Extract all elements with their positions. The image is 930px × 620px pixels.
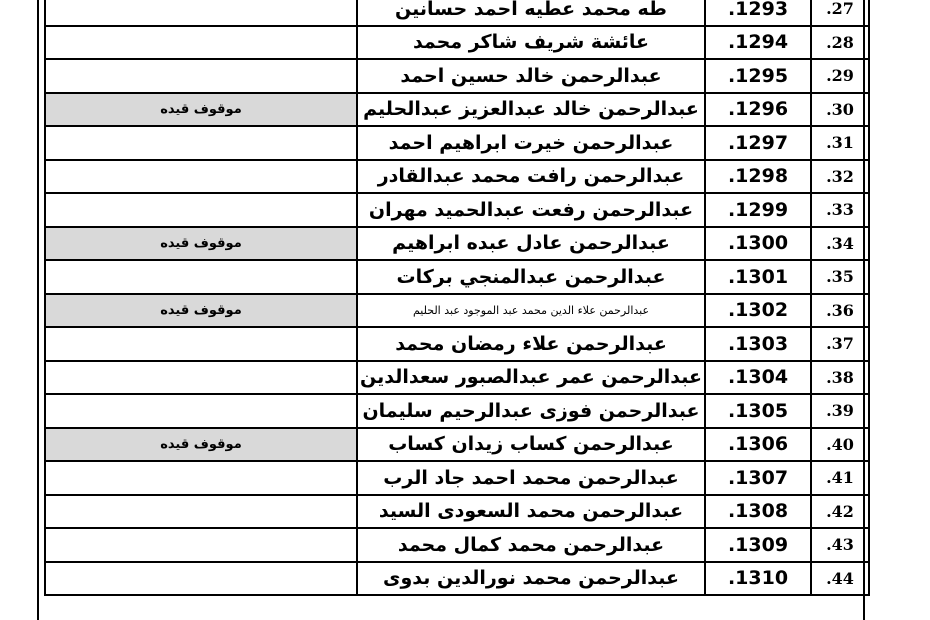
row-index-cell: .27 bbox=[811, 0, 869, 26]
row-index-cell: .38 bbox=[811, 361, 869, 395]
status-cell bbox=[45, 0, 357, 26]
seat-number-cell: .1299 bbox=[705, 193, 811, 227]
table-row bbox=[45, 495, 869, 529]
student-name-cell: عبدالرحمن كساب زيدان كساب bbox=[357, 428, 705, 462]
seat-number-cell: .1295 bbox=[705, 59, 811, 93]
status-cell bbox=[45, 361, 357, 395]
table-row bbox=[45, 461, 869, 495]
table-row bbox=[45, 26, 869, 60]
row-index-cell: .39 bbox=[811, 394, 869, 428]
table-row bbox=[45, 294, 869, 328]
status-cell bbox=[45, 59, 357, 93]
table-row bbox=[45, 160, 869, 194]
student-roster-table bbox=[44, 0, 870, 596]
student-name-cell: عبدالرحمن محمد احمد جاد الرب bbox=[357, 461, 705, 495]
student-name-cell: عبدالرحمن فوزى عبدالرحيم سليمان bbox=[357, 394, 705, 428]
seat-number-cell: .1309 bbox=[705, 528, 811, 562]
status-cell bbox=[45, 260, 357, 294]
student-name-cell: طه محمد عطيه احمد حسانين bbox=[357, 0, 705, 26]
student-name-cell: عبدالرحمن خيرت ابراهيم احمد bbox=[357, 126, 705, 160]
student-name-cell: عبدالرحمن عمر عبدالصبور سعدالدين bbox=[357, 361, 705, 395]
status-cell bbox=[45, 394, 357, 428]
student-name-cell: عبدالرحمن رافت محمد عبدالقادر bbox=[357, 160, 705, 194]
table-row bbox=[45, 59, 869, 93]
student-name-cell: عبدالرحمن خالد عبدالعزيز عبدالحليم bbox=[357, 93, 705, 127]
student-name-cell: عبدالرحمن محمد كمال محمد bbox=[357, 528, 705, 562]
row-index-cell: .32 bbox=[811, 160, 869, 194]
roster-body bbox=[45, 0, 869, 595]
student-name-cell: عبدالرحمن رفعت عبدالحميد مهران bbox=[357, 193, 705, 227]
table-row bbox=[45, 126, 869, 160]
table-row bbox=[45, 528, 869, 562]
status-cell: موقوف قيده bbox=[45, 93, 357, 127]
status-cell bbox=[45, 26, 357, 60]
table-row bbox=[45, 193, 869, 227]
student-name-cell: عبدالرحمن عادل عبده ابراهيم bbox=[357, 227, 705, 261]
status-cell: موقوف قيده bbox=[45, 294, 357, 328]
table-row bbox=[45, 394, 869, 428]
table-row bbox=[45, 0, 869, 26]
seat-number-cell: .1301 bbox=[705, 260, 811, 294]
student-name-cell: عبدالرحمن محمد السعودى السيد bbox=[357, 495, 705, 529]
seat-number-cell: .1304 bbox=[705, 361, 811, 395]
table-row bbox=[45, 327, 869, 361]
row-index-cell: .41 bbox=[811, 461, 869, 495]
seat-number-cell: .1294 bbox=[705, 26, 811, 60]
table-row bbox=[45, 93, 869, 127]
row-index-cell: .29 bbox=[811, 59, 869, 93]
student-name-cell: عبدالرحمن علاء الدين محمد عبد الموجود عبد الحليم bbox=[357, 294, 705, 328]
status-cell bbox=[45, 528, 357, 562]
seat-number-cell: .1296 bbox=[705, 93, 811, 127]
row-index-cell: .34 bbox=[811, 227, 869, 261]
row-index-cell: .28 bbox=[811, 26, 869, 60]
table-row bbox=[45, 227, 869, 261]
student-name-cell: عائشة شريف شاكر محمد bbox=[357, 26, 705, 60]
student-name-cell: عبدالرحمن محمد نورالدين بدوى bbox=[357, 562, 705, 596]
row-index-cell: .37 bbox=[811, 327, 869, 361]
table-row bbox=[45, 260, 869, 294]
seat-number-cell: .1303 bbox=[705, 327, 811, 361]
student-name-cell: عبدالرحمن علاء رمضان محمد bbox=[357, 327, 705, 361]
seat-number-cell: .1310 bbox=[705, 562, 811, 596]
row-index-cell: .36 bbox=[811, 294, 869, 328]
left-page-border bbox=[37, 0, 39, 620]
row-index-cell: .42 bbox=[811, 495, 869, 529]
table-row bbox=[45, 428, 869, 462]
status-cell: موقوف قيده bbox=[45, 227, 357, 261]
status-cell bbox=[45, 495, 357, 529]
seat-number-cell: .1293 bbox=[705, 0, 811, 26]
seat-number-cell: .1297 bbox=[705, 126, 811, 160]
student-name-cell: عبدالرحمن خالد حسين احمد bbox=[357, 59, 705, 93]
status-cell bbox=[45, 562, 357, 596]
status-cell bbox=[45, 461, 357, 495]
status-cell bbox=[45, 327, 357, 361]
seat-number-cell: .1300 bbox=[705, 227, 811, 261]
row-index-cell: .30 bbox=[811, 93, 869, 127]
row-index-cell: .43 bbox=[811, 528, 869, 562]
seat-number-cell: .1298 bbox=[705, 160, 811, 194]
status-cell bbox=[45, 160, 357, 194]
student-name-cell: عبدالرحمن عبدالمنجي بركات bbox=[357, 260, 705, 294]
seat-number-cell: .1305 bbox=[705, 394, 811, 428]
row-index-cell: .44 bbox=[811, 562, 869, 596]
row-index-cell: .35 bbox=[811, 260, 869, 294]
status-cell bbox=[45, 126, 357, 160]
status-cell bbox=[45, 193, 357, 227]
table-row bbox=[45, 361, 869, 395]
seat-number-cell: .1302 bbox=[705, 294, 811, 328]
seat-number-cell: .1308 bbox=[705, 495, 811, 529]
row-index-cell: .33 bbox=[811, 193, 869, 227]
row-index-cell: .31 bbox=[811, 126, 869, 160]
row-index-cell: .40 bbox=[811, 428, 869, 462]
seat-number-cell: .1306 bbox=[705, 428, 811, 462]
table-row bbox=[45, 562, 869, 596]
status-cell: موقوف قيده bbox=[45, 428, 357, 462]
seat-number-cell: .1307 bbox=[705, 461, 811, 495]
